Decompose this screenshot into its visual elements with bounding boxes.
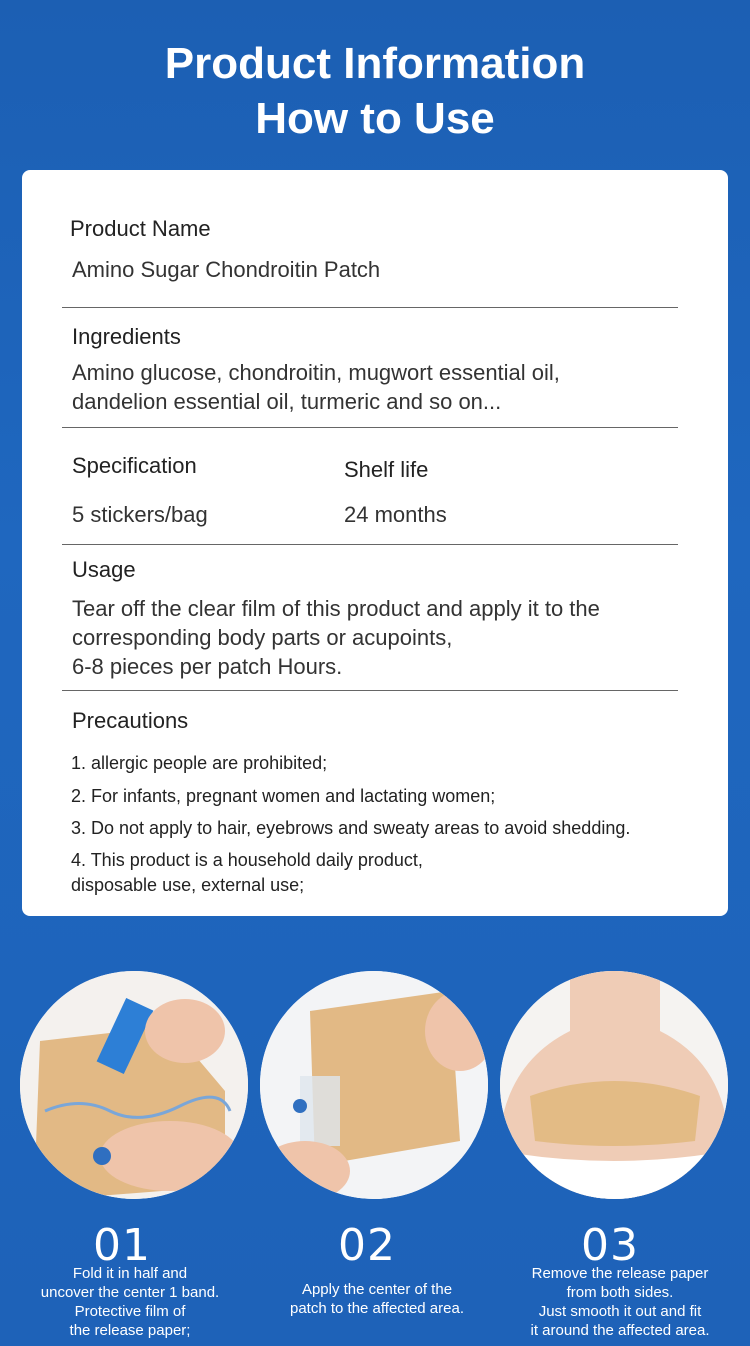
divider: [62, 690, 678, 691]
precaution-item: 4. This product is a household daily product,: [71, 850, 423, 870]
usage-line1: Tear off the clear film of this product and apply it to the: [72, 596, 600, 621]
step1-photo: [20, 971, 248, 1199]
precaution-item: 2. For infants, pregnant women and lactating women;: [71, 786, 496, 806]
ingredients-label: Ingredients: [72, 324, 181, 349]
step2-number: 02: [338, 1220, 396, 1271]
specification-label: Specification: [72, 453, 197, 478]
ingredients-line2: dandelion essential oil, turmeric and so on...: [72, 389, 502, 414]
page-title-line1: Product Information: [164, 39, 586, 88]
shelf-life-label: Shelf life: [344, 457, 429, 482]
product-info-card: [22, 170, 728, 916]
step3-photo: [500, 971, 728, 1199]
precautions-label: Precautions: [72, 708, 189, 733]
precaution-item: disposable use, external use;: [71, 875, 305, 895]
divider: [62, 544, 678, 545]
specification-value: 5 stickers/bag: [72, 502, 208, 527]
step1-text: Fold it in half and uncover the center 1 band. Protective film of the release paper;: [40, 1265, 220, 1339]
product-name-label: Product Name: [70, 216, 211, 241]
usage-label: Usage: [72, 557, 136, 582]
usage-line3: 6-8 pieces per patch Hours.: [72, 654, 343, 679]
precaution-item: 3. Do not apply to hair, eyebrows and sweaty areas to avoid shedding.: [71, 818, 631, 838]
shelf-life-value: 24 months: [344, 502, 447, 527]
step3-number: 03: [581, 1220, 639, 1271]
step3-text: Remove the release paper from both sides. Just smooth it out and fit it around the affected area.: [530, 1265, 710, 1339]
divider: [62, 307, 678, 308]
usage-line2: corresponding body parts or acupoints,: [72, 625, 453, 650]
divider: [62, 427, 678, 428]
step2-text: Apply the center of the patch to the affected area.: [289, 1281, 465, 1317]
page-title-line2: How to Use: [255, 94, 495, 143]
step2-photo: [260, 971, 488, 1199]
precaution-item: 1. allergic people are prohibited;: [71, 753, 328, 773]
product-name-value: Amino Sugar Chondroitin Patch: [72, 257, 381, 282]
ingredients-line1: Amino glucose, chondroitin, mugwort essential oil,: [72, 360, 560, 385]
step1-number: 01: [93, 1220, 151, 1271]
